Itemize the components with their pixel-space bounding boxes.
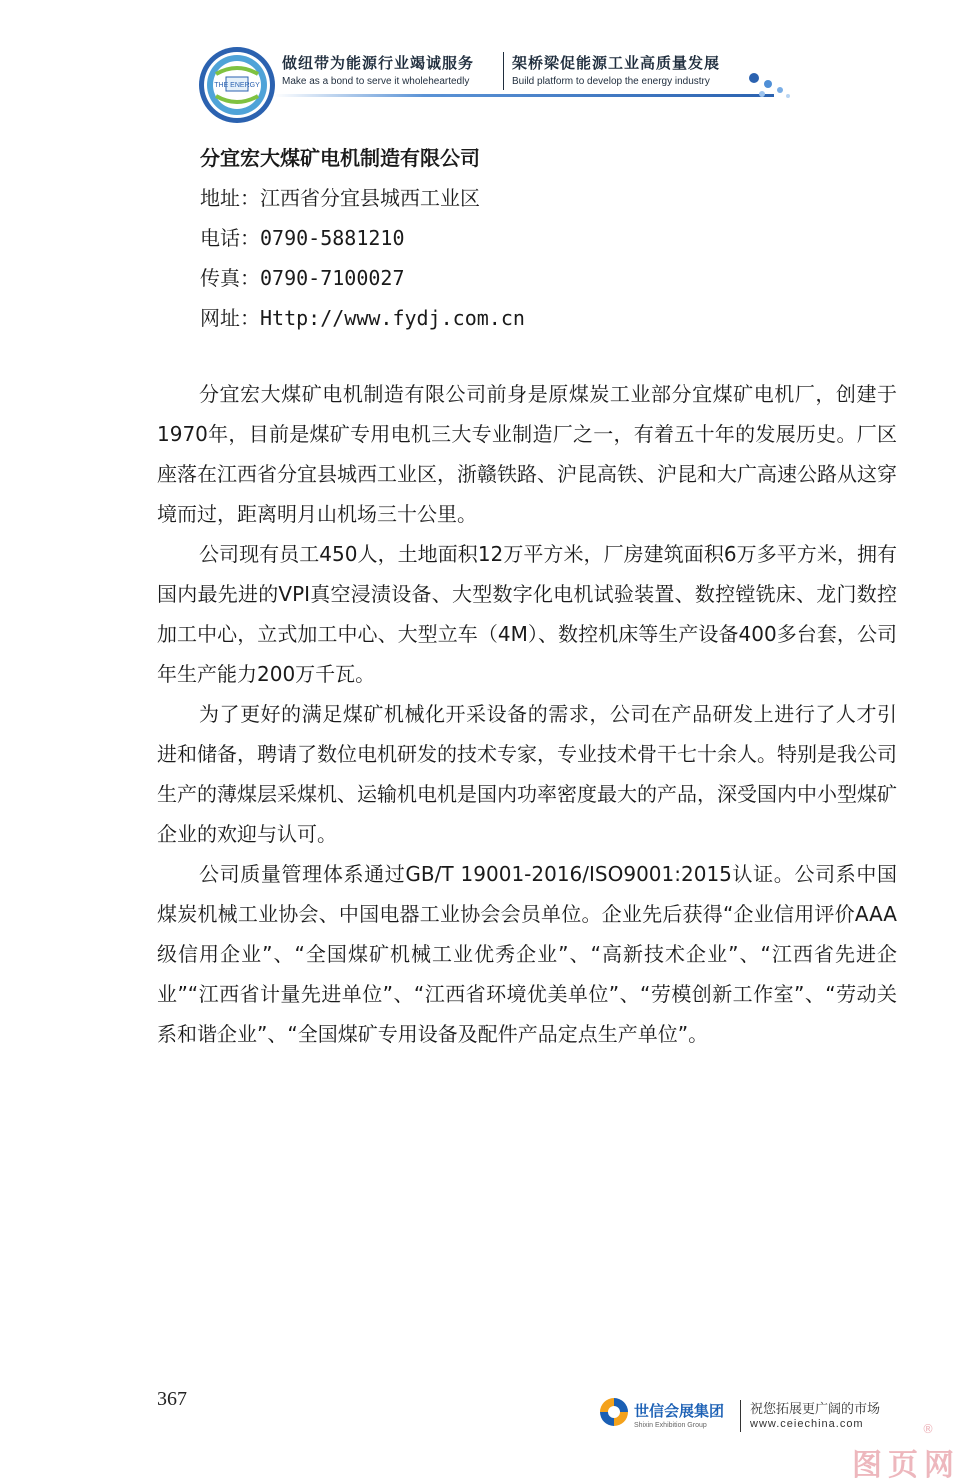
website-link[interactable]: Http://www.fydj.com.cn: [260, 306, 525, 330]
footer-slogan: 祝您拓展更广阔的市场: [750, 1402, 881, 1417]
header-separator: [503, 52, 504, 90]
paragraph-rnd: 为了更好的满足煤矿机械化开采设备的需求，公司在产品研发上进行了人才引进和储备，聘请了数位电机研发的技术专家，专业技术骨干七十余人。特别是我公司生产的薄煤层采煤机、运输机电机是国内功率密度最大的产品，深受国内中小型煤矿企业的欢迎与认可。: [157, 702, 897, 846]
shixin-logo-icon: [598, 1396, 630, 1428]
address-line: [200, 178, 900, 218]
contact-block: [200, 138, 900, 338]
header-slogan-right: 架桥梁促能源工业高质量发展: [512, 54, 721, 72]
logo-text: THE ENERGY: [214, 82, 260, 89]
energy-logo-icon: [196, 44, 278, 126]
header-slogan-right-en: Build platform to develop the energy industry: [512, 76, 710, 87]
phone-value: 0790-5881210: [260, 226, 405, 250]
phone-line: [200, 218, 900, 258]
company-description: [157, 374, 897, 1054]
header-banner: [196, 40, 796, 130]
footer-separator: [740, 1400, 741, 1432]
watermark: [852, 1422, 974, 1483]
header-underline: [274, 94, 774, 97]
brand-name-en: Shixin Exhibition Group: [634, 1422, 707, 1429]
phone-label: 电话：: [200, 226, 260, 250]
paragraph-quality-awards: 公司质量管理体系通过GB/T 19001-2016/ISO9001:2015认证。公司系中国煤炭机械工业协会、中国电器工业协会会员单位。企业先后获得“企业信用评价AAA级信用企业”、“全国煤矿机械工业优秀企业”、“高新技术企业”、“江西省先进企业”“江西省计量先进单位”、“江西省环境优美单位”、“劳模创新工作室”、“劳动关系和谐企业”、“全国煤矿专用设备及配件产品定点生产单位”。: [157, 862, 897, 1046]
footer-url[interactable]: www.ceiechina.com: [750, 1418, 864, 1430]
fax-line: [200, 258, 900, 298]
fax-label: 传真：: [200, 266, 260, 290]
paragraph-facilities: 公司现有员工450人，土地面积12万平方米，厂房建筑面积6万多平方米，拥有国内最先进的VPI真空浸渍设备、大型数字化电机试验装置、数控镗铣床、龙门数控加工中心，立式加工中心、大型立车（4M）、数控机床等生产设备400多台套，公司年生产能力200万千瓦。: [157, 542, 897, 686]
website-line: [200, 298, 900, 338]
header-slogan-left: 做纽带为能源行业竭诚服务: [282, 54, 475, 72]
header-slogan-left-en: Make as a bond to serve it wholeheartedly: [282, 76, 470, 87]
address-label: 地址：: [200, 186, 260, 210]
page-number: 367: [157, 1388, 187, 1410]
decorative-dots-icon: [748, 72, 792, 102]
fax-value: 0790-7100027: [260, 266, 405, 290]
website-label: 网址：: [200, 306, 260, 330]
paragraph-history: 分宜宏大煤矿电机制造有限公司前身是原煤炭工业部分宜煤矿电机厂，创建于1970年，目前是煤矿专用电机三大专业制造厂之一，有着五十年的发展历史。厂区座落在江西省分宜县城西工业区，浙赣铁路、沪昆高铁、沪昆和大广高速公路从这穿境而过，距离明月山机场三十公里。: [157, 382, 897, 526]
company-name: 分宜宏大煤矿电机制造有限公司: [200, 146, 480, 170]
registered-mark: ®: [922, 1422, 934, 1436]
brand-name: 世信会展集团: [634, 1402, 725, 1420]
watermark-text: 图页网: [852, 1448, 960, 1483]
address-value: 江西省分宜县城西工业区: [260, 186, 480, 210]
